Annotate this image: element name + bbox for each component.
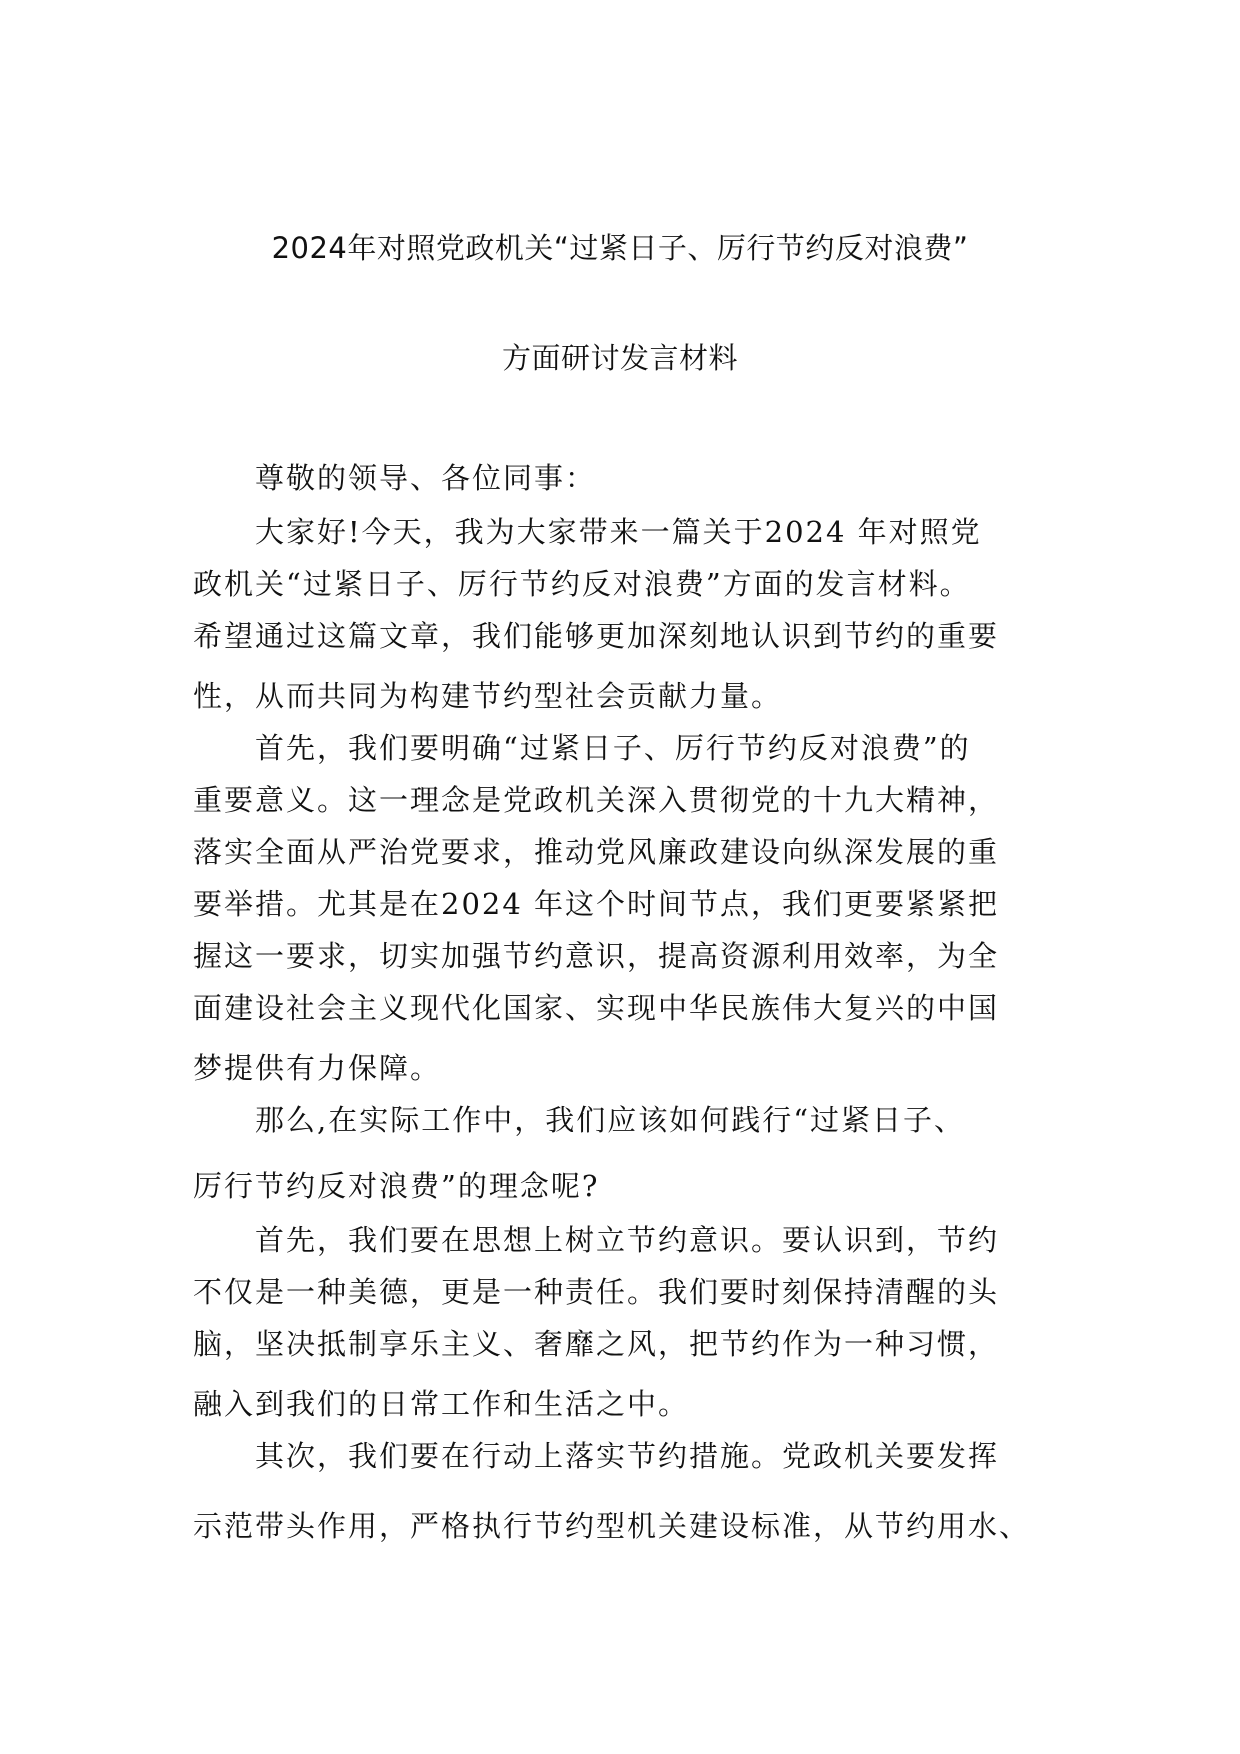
body-line: 示范带头作用，严格执行节约型机关建设标准，从节约用水、 (193, 1509, 1031, 1543)
body-line: 梦提供有力保障。 (193, 1051, 442, 1085)
body-line: 那么,在实际工作中，我们应该如何践行“过紧日子、 (255, 1103, 966, 1137)
body-line: 面建设社会主义现代化国家、实现中华民族伟大复兴的中国 (193, 991, 1000, 1025)
body-line: 尊敬的领导、各位同事： (255, 461, 597, 495)
body-line: 不仅是一种美德，更是一种责任。我们要时刻保持清醒的头 (193, 1275, 1000, 1309)
body-line: 厉行节约反对浪费”的理念呢? (193, 1169, 600, 1203)
body-line: 融入到我们的日常工作和生活之中。 (193, 1387, 690, 1421)
document-title-line-1: 2024年对照党政机关“过紧日子、厉行节约反对浪费” (271, 231, 969, 265)
body-line: 大家好!今天，我为大家带来一篇关于2024 年对照党 (255, 515, 982, 549)
body-line: 首先，我们要明确“过紧日子、厉行节约反对浪费”的 (255, 731, 971, 765)
body-line: 要举措。尤其是在2024 年这个时间节点，我们更要紧紧把 (193, 887, 1000, 921)
body-line: 性，从而共同为构建节约型社会贡献力量。 (193, 679, 783, 713)
body-line: 握这一要求，切实加强节约意识，提高资源利用效率，为全 (193, 939, 1000, 973)
body-line: 希望通过这篇文章，我们能够更加深刻地认识到节约的重要 (193, 619, 1000, 653)
body-line: 落实全面从严治党要求，推动党风廉政建设向纵深发展的重 (193, 835, 1000, 869)
body-line: 脑，坚决抵制享乐主义、奢靡之风，把节约作为一种习惯， (193, 1327, 1000, 1361)
body-line: 其次，我们要在行动上落实节约措施。党政机关要发挥 (255, 1439, 1000, 1473)
body-line: 政机关“过紧日子、厉行节约反对浪费”方面的发言材料。 (193, 567, 971, 601)
body-line: 重要意义。这一理念是党政机关深入贯彻党的十九大精神， (193, 783, 1000, 817)
document-title-line-2: 方面研讨发言材料 (501, 341, 738, 375)
body-line: 首先，我们要在思想上树立节约意识。要认识到，节约 (255, 1223, 1000, 1257)
